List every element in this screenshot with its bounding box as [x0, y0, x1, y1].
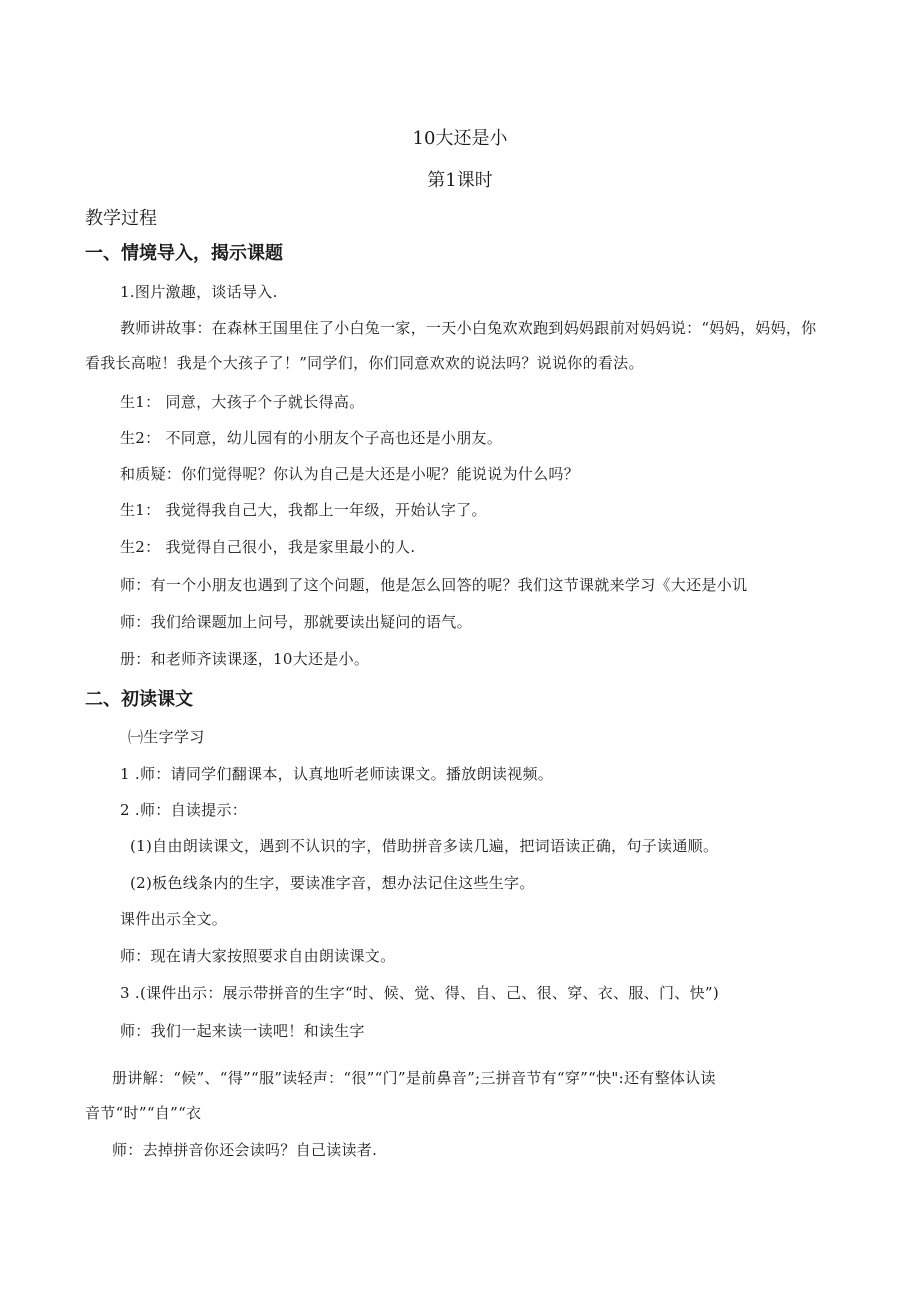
paragraph: 师：有一个小朋友也遇到了这个问题，他是怎么回答的呢？我们这节课就来学习《大还是小讥 — [120, 576, 748, 594]
paragraph: 课件出示全文。 — [120, 910, 228, 928]
paragraph: 看我长高啦！我是个大孩子了！”同学们，你们同意欢欢的说法吗？说说你的看法。 — [85, 354, 644, 372]
paragraph: 1 .师：请同学们翻课本，认真地听老师读课文。播放朗读视频。 — [120, 765, 554, 783]
paragraph: 教师讲故事：在森林王国里住了小白兔一家，一天小白兔欢欢跑到妈妈跟前对妈妈说：“妈妈，妈妈，你 — [120, 319, 817, 337]
paragraph: 生1： 我觉得我自己大，我都上一年级，开始认字了。 — [120, 501, 487, 519]
paragraph: 册讲解：“候”、“得”“服”读轻声：“很”“门”是前鼻音”;三拼音节有“穿”“快":还有整体认读 — [112, 1069, 716, 1087]
paragraph: 师：我们一起来读一读吧！和读生字 — [120, 1022, 365, 1040]
paragraph: 和质疑：你们觉得呢？你认为自己是大还是小呢？能说说为什么吗？ — [120, 465, 580, 483]
section-heading-1: 一、情境导入，揭示课题 — [85, 243, 283, 264]
paragraph: ㈠生字学习 — [128, 728, 205, 746]
paragraph: 生2： 我觉得自己很小，我是家里最小的人. — [120, 538, 416, 556]
paragraph: 3 .(课件出示：展示带拼音的生字“时、候、觉、得、自、己、很、穿、衣、服、门、快”) — [120, 984, 720, 1002]
section-heading-2: 二、初读课文 — [85, 689, 193, 710]
paragraph: 音节“时”“自”“衣 — [85, 1104, 202, 1122]
document-title: 10大还是小 — [412, 128, 508, 149]
paragraph: 1.图片激趣，谈话导入. — [120, 283, 278, 301]
paragraph: 师：我们给课题加上问号，那就要读出疑问的语气。 — [120, 613, 472, 631]
paragraph: 册：和老师齐读课逐，10大还是小。 — [120, 650, 370, 668]
paragraph: 生1： 同意，大孩子个子就长得高。 — [120, 393, 365, 411]
paragraph: (1)自由朗读课文，遇到不认识的字，借助拼音多读几遍，把词语读正确，句子读通顺。 — [130, 837, 719, 855]
paragraph: 生2： 不同意，幼儿园有的小朋友个子高也还是小朋友。 — [120, 429, 503, 447]
paragraph: 师：现在请大家按照要求自由朗读课文。 — [120, 947, 396, 965]
paragraph: (2)板色线条内的生字，要读准字音，想办法记住这些生字。 — [130, 874, 535, 892]
paragraph: 2 .师：自读提示： — [120, 801, 248, 819]
section-label: 教学过程 — [85, 208, 157, 229]
paragraph: 师：去掉拼音你还会读吗？自己读读者. — [112, 1141, 378, 1159]
lesson-period: 第1课时 — [427, 170, 493, 191]
